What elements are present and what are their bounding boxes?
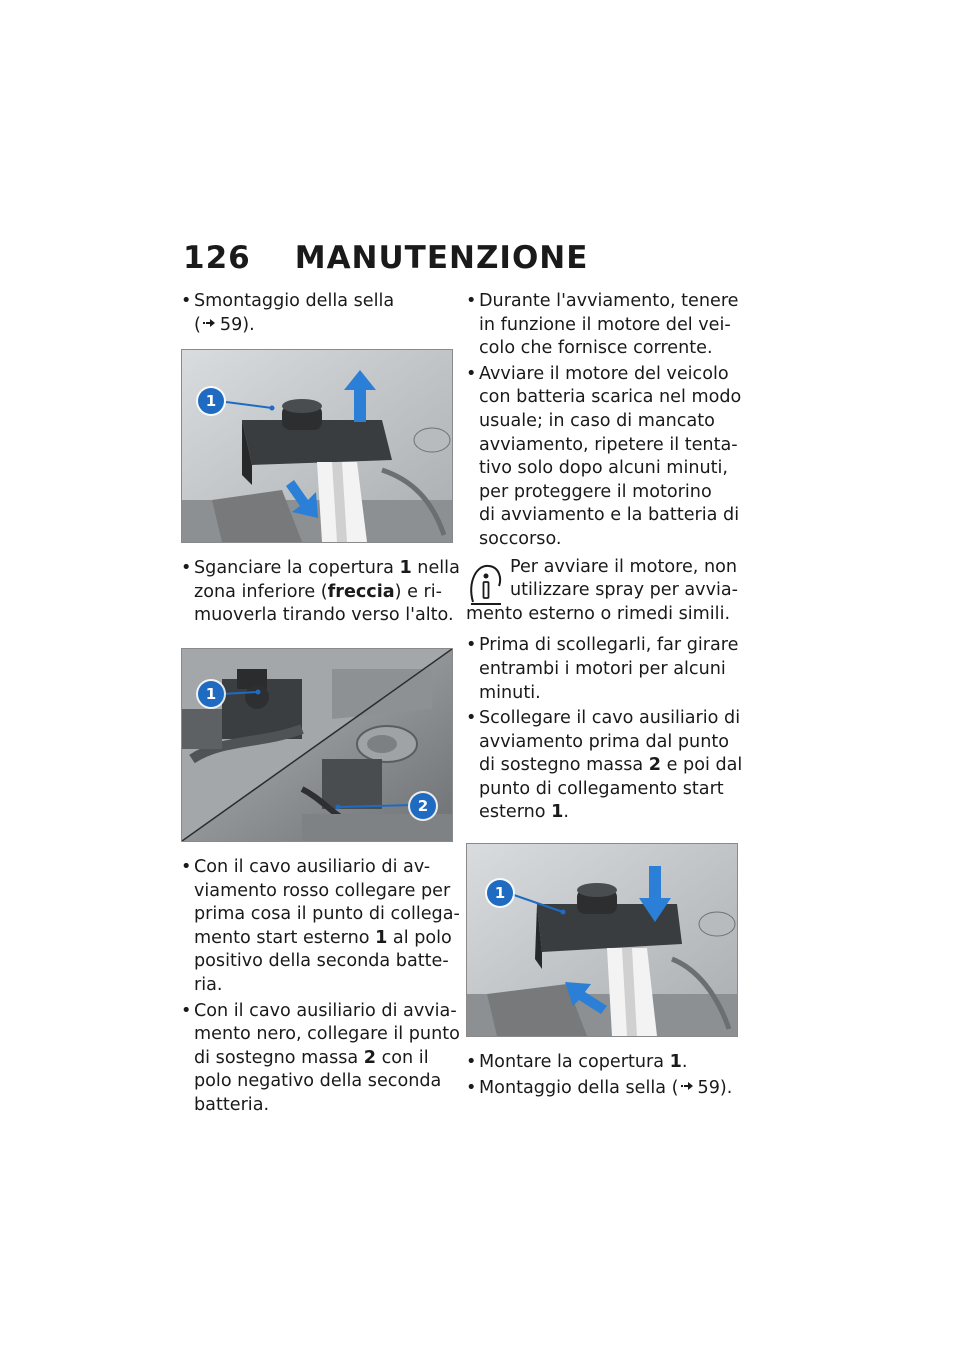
cover-removal-illustration (182, 350, 452, 542)
callout-2: 2 (410, 793, 436, 819)
callout-1: 1 (487, 880, 513, 906)
info-note: Per avviare il motore, non utilizzare spray per avvia- mento esterno o rimedi simili. (466, 556, 739, 624)
step-remove-seat: • Smontaggio della sella ( 59). (181, 290, 461, 337)
step-disconnect-cable: • Scollegare il cavo ausiliario di avviamento prima dal punto di sostegno massa 2 e poi dal punto di collegamento start esterno 1. (466, 707, 746, 825)
callout-1: 1 (198, 388, 224, 414)
reference-arrow-icon (203, 319, 215, 327)
reference-arrow-icon (681, 1082, 693, 1090)
left-column (181, 290, 461, 1120)
step-keep-donor-running: • Durante l'avviamento, tenere in funzione il motore del vei- colo che fornisce corrente. (466, 290, 746, 361)
page-header (183, 240, 588, 280)
callout-1: 1 (198, 681, 224, 707)
step-install-cover: • Montare la copertura 1. (466, 1051, 746, 1075)
figure-cover-removal (181, 349, 453, 543)
step-install-seat: • Montaggio della sella ( 59). (466, 1077, 746, 1101)
figure-connection-points (181, 648, 453, 842)
step-start-engine: • Avviare il motore del veicolo con batteria scarica nel modo usuale; in caso di mancato avviamento, ripetere il tenta- tivo solo dopo alcuni minuti, per proteggere il motorino di avviamento e la batteria di soccorso. (466, 363, 746, 552)
step-run-engines: • Prima di scollegarli, far girare entrambi i motori per alcuni minuti. (466, 634, 746, 705)
step-connect-red-cable: • Con il cavo ausiliario di av- viamento rosso collegare per prima cosa il punto di collega- mento start esterno 1 al polo positivo della seconda batte- ria. (181, 856, 461, 998)
figure-cover-install (466, 843, 738, 1037)
step-connect-black-cable: • Con il cavo ausiliario di avvia- mento nero, collegare il punto di sostegno massa 2 con il polo negativo della seconda batteria. (181, 1000, 461, 1118)
section-title: MANUTENZIONE (294, 240, 589, 276)
right-column (466, 290, 746, 1102)
info-note-icon (469, 562, 503, 608)
cover-install-illustration (467, 844, 737, 1036)
page-number: 126 (183, 240, 251, 276)
step-unhook-cover: • Sganciare la copertura 1 nella zona inferiore (freccia) e ri- muoverla tirando verso l'alto. (181, 557, 461, 628)
